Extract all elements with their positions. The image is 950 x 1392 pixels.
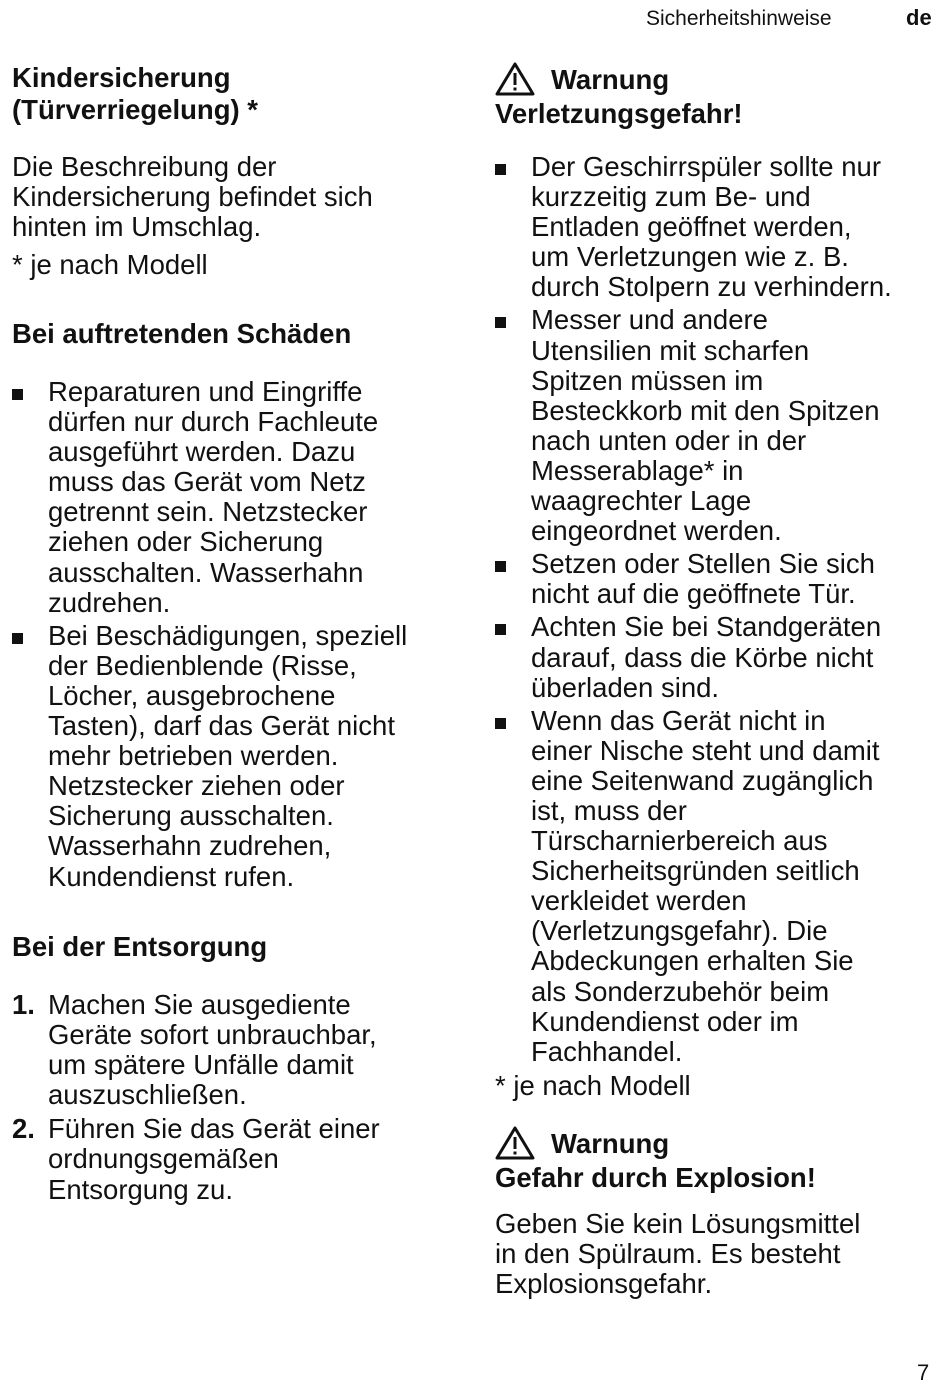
disposal-title: Bei der Entsorgung	[12, 931, 268, 962]
list-item: Der Geschirrspüler sollte nur kurzzeitig zum Be- und Entladen geöffnet werden, um Verletzungen wie z. B. durch Stolpern zu verhindern.	[495, 152, 935, 302]
list-item: Messer und andere Utensilien mit scharfen Spitzen müssen im Besteckkorb mit den Spitzen nach unten oder in der Messerablage* in waagrechter Lage eingeordnet werden.	[495, 305, 935, 546]
warning-note: * je nach Modell	[495, 1070, 691, 1101]
list-item: 2. Führen Sie das Gerät einer ordnungsgemäßen Entsorgung zu.	[12, 1113, 380, 1205]
warning-label: Warnung	[551, 64, 670, 95]
warning-triangle-icon	[495, 1126, 535, 1160]
bullet-square-icon	[495, 317, 506, 328]
child-lock-title: Kindersicherung (Türverriegelung) *	[12, 62, 259, 125]
bullet-square-icon	[495, 718, 506, 729]
bullet-square-icon	[12, 633, 23, 644]
bullet-square-icon	[495, 164, 506, 175]
damage-title: Bei auftretenden Schäden	[12, 318, 352, 349]
warning-injury-box	[495, 62, 743, 130]
child-lock-text: Die Beschreibung der Kindersicherung befindet sich hinten im Umschlag.	[12, 151, 373, 243]
running-header-section: Sicherheitshinweise	[646, 7, 832, 30]
list-item: Bei Beschädigungen, speziell der Bedienblende (Risse, Löcher, ausgebrochene Tasten), darf das Gerät nicht mehr betrieben werden. Netzstecker ziehen oder Sicherung ausschalten. Wasserhahn zudrehen, Kundendienst rufen.	[12, 621, 452, 892]
list-item: Achten Sie bei Standgeräten darauf, dass die Körbe nicht überladen sind.	[495, 612, 935, 702]
bullet-square-icon	[12, 389, 23, 400]
list-item: Wenn das Gerät nicht in einer Nische steht und damit eine Seitenwand zugänglich ist, muss der Türscharnierbereich aus Sicherheitsgründen seitlich verkleidet werden (Verletzungsgefahr). Die Abdeckungen erhalten Sie als Sonderzubehör beim Kundendienst oder im Fachhandel.	[495, 706, 935, 1067]
warning-subtitle: Verletzungsgefahr!	[495, 98, 743, 129]
disposal-steps	[12, 990, 452, 1205]
step-number: 2.	[12, 1113, 35, 1145]
bullet-square-icon	[495, 561, 506, 572]
child-lock-note: * je nach Modell	[12, 249, 208, 280]
page-number: 7	[917, 1360, 930, 1385]
language-code: de	[906, 5, 932, 30]
step-number: 1.	[12, 989, 35, 1020]
bullet-square-icon	[495, 624, 506, 635]
list-item: 1. Machen Sie ausgediente Geräte sofort unbrauchbar, um spätere Unfälle damit auszuschließen.	[12, 989, 377, 1111]
list-item: Reparaturen und Eingriffe dürfen nur durch Fachleute ausgeführt werden. Dazu muss das Gerät vom Netz getrennt sein. Netzstecker ziehen oder Sicherung ausschalten. Wasserhahn zudrehen.	[12, 377, 452, 618]
injury-list	[495, 152, 935, 1067]
list-item: Setzen oder Stellen Sie sich nicht auf die geöffnete Tür.	[495, 549, 935, 609]
damage-list	[12, 377, 452, 892]
warning-triangle-icon	[495, 62, 535, 96]
child-lock-section	[12, 62, 258, 126]
warning-label: Warnung	[551, 1128, 670, 1159]
explosion-text: Geben Sie kein Lösungsmittel in den Spülraum. Es besteht Explosionsgefahr.	[495, 1208, 861, 1300]
warning-subtitle: Gefahr durch Explosion!	[495, 1162, 816, 1193]
warning-explosion-box	[495, 1126, 816, 1194]
